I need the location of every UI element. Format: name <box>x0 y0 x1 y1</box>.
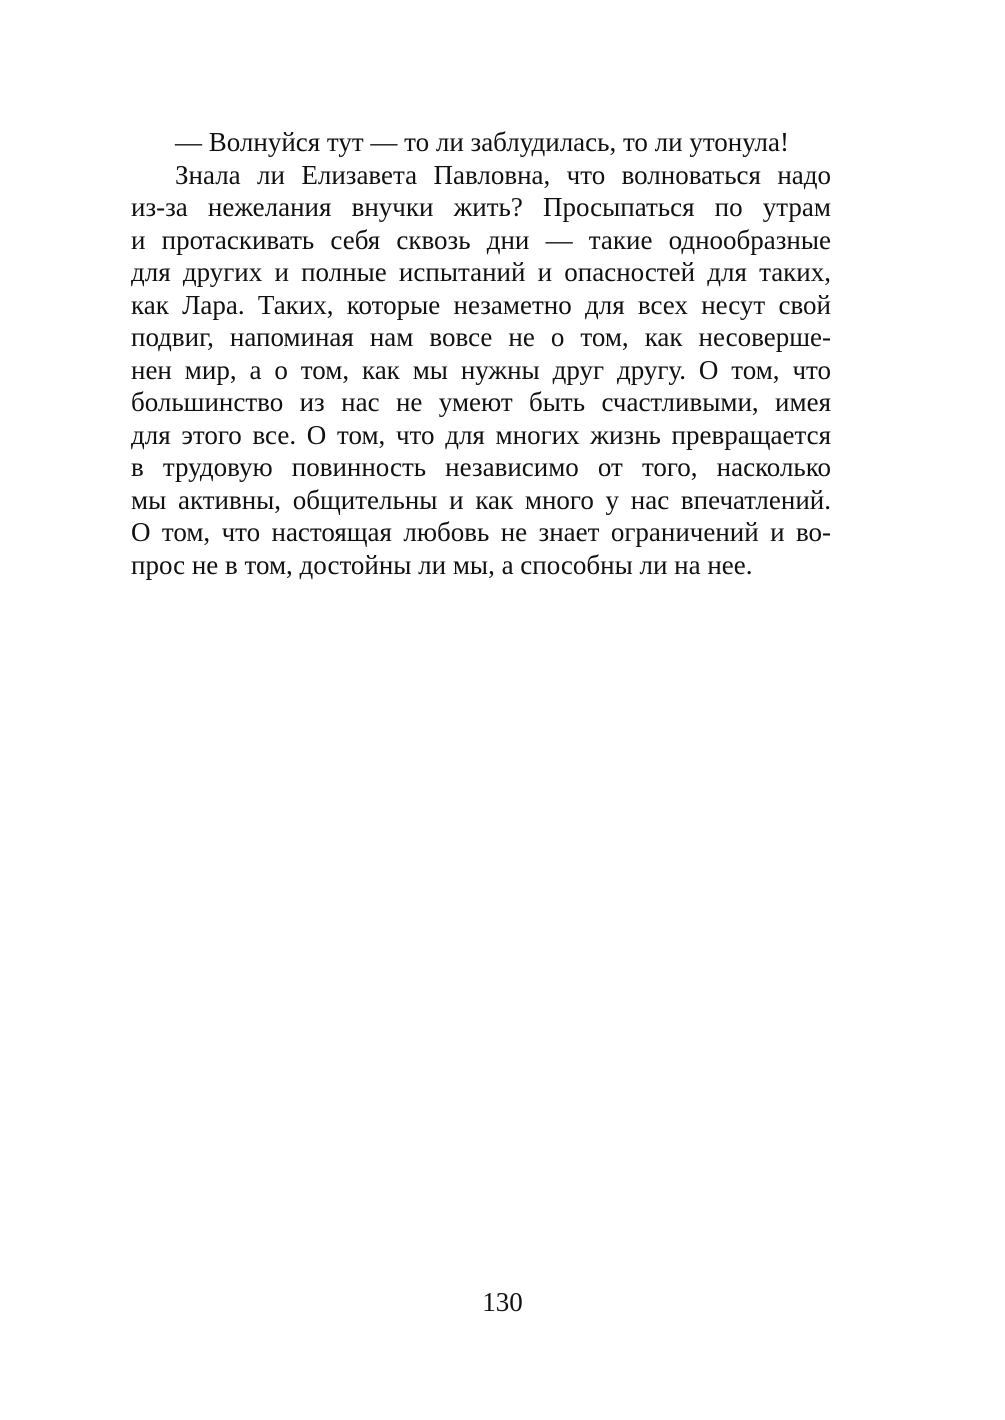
paragraph-line: из-за нежелания внучки жить? Просыпаться по утрам <box>131 192 831 222</box>
body-text <box>131 126 831 581</box>
paragraph-line: Знала ли Елизавета Павловна, что волноваться надо <box>175 159 831 190</box>
paragraph-line: подвиг, напоминая нам вовсе не о том, как несоверше- <box>131 322 831 352</box>
paragraph-line: прос не в том, достойны ли мы, а способны ли на нее. <box>131 549 753 580</box>
paragraph-line: большинство из нас не умеют быть счастливыми, имея <box>131 387 831 417</box>
paragraph-line: в трудовую повинность независимо от того, насколько <box>131 452 831 482</box>
paragraph-line: для этого все. О том, что для многих жизнь превращается <box>131 419 831 450</box>
paragraph-line: как Лара. Таких, которые незаметно для всех несут свой <box>131 289 831 320</box>
paragraph-line: О том, что настоящая любовь не знает ограничений и во- <box>131 517 831 547</box>
paragraph-line: нен мир, а о том, как мы нужны друг другу. О том, что <box>131 354 831 385</box>
paragraph-line: для других и полные испытаний и опасностей для таких, <box>131 257 831 287</box>
paragraph-line: мы активны, общительны и как много у нас впечатлений. <box>131 484 831 515</box>
dialogue-line: — Волнуйся тут — то ли заблудилась, то ли утонула! <box>175 127 789 157</box>
page-number: 130 <box>482 1287 523 1317</box>
paragraph-line: и протаскивать себя сквозь дни — такие однообразные <box>131 224 831 255</box>
